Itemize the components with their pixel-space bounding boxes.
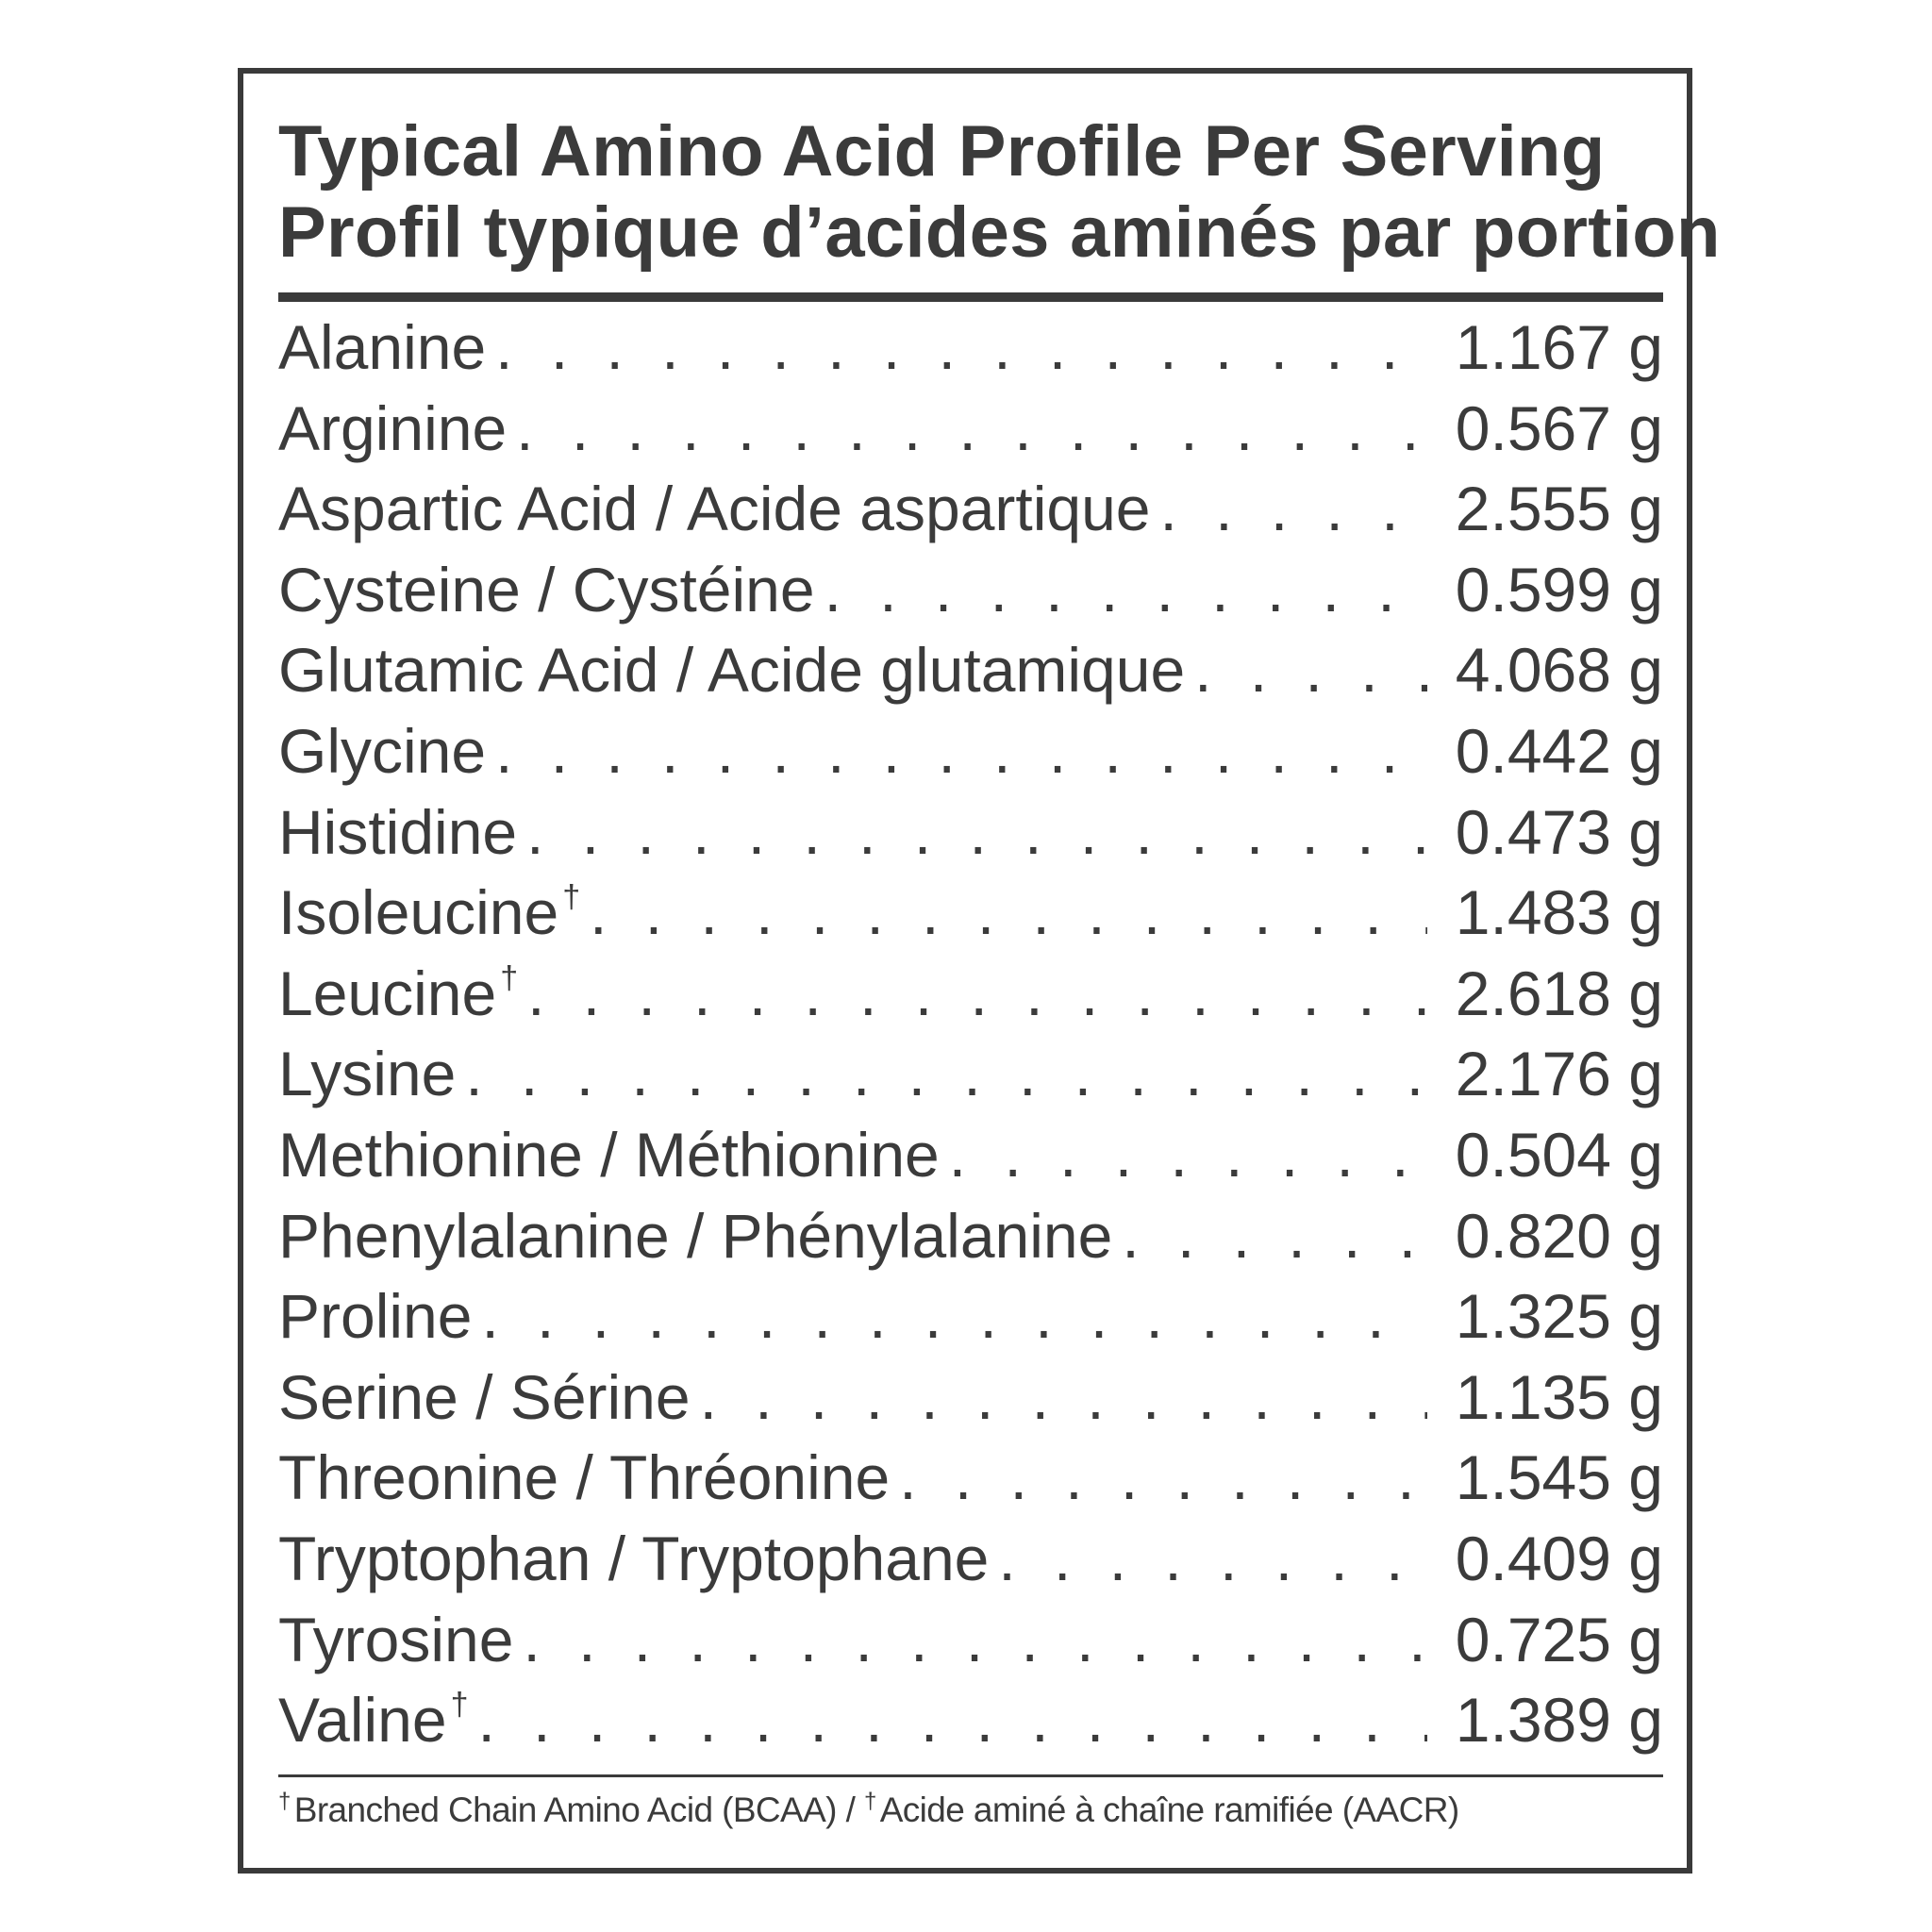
title-french: Profil typique d’acides aminés par portion [278,192,1721,273]
amino-acid-row [278,550,1663,631]
title-divider [278,292,1663,302]
amino-acid-name-text: Arginine [278,392,508,463]
amino-acid-name [278,1034,456,1115]
amino-acid-row [278,389,1663,470]
dot-leader [998,1519,1427,1600]
amino-acid-name-text: Lysine [278,1039,457,1109]
dot-leader [481,1276,1427,1357]
amino-acid-list [278,308,1663,1761]
footnote-text-fr: Acide aminé à chaîne ramifiée (AACR) [879,1790,1459,1829]
amino-acid-amount: 0.442 g [1455,715,1663,786]
amino-acid-amount: 1.135 g [1455,1361,1663,1432]
amino-acid-row [278,1438,1663,1519]
amino-acid-name [278,1196,1112,1277]
amino-acid-amount: 2.176 g [1455,1039,1663,1109]
amino-acid-name-text: Methionine / Méthionine [278,1119,940,1190]
amino-acid-name-text: Serine / Sérine [278,1361,691,1432]
amino-acid-name [278,1680,469,1761]
amino-acid-name [278,1115,940,1196]
bcaa-dagger-mark: † [562,879,581,916]
amino-acid-row [278,792,1663,874]
amino-acid-amount: 0.504 g [1455,1119,1663,1190]
amino-acid-name-text: Alanine [278,312,487,382]
amino-acid-row [278,1196,1663,1277]
amino-acid-amount: 1.167 g [1455,312,1663,382]
amino-acid-row [278,954,1663,1035]
footnote-dagger-fr: † [863,1788,876,1814]
amino-acid-amount: 0.409 g [1455,1523,1663,1593]
dot-leader [495,308,1427,389]
dot-leader [1122,1196,1427,1277]
amino-acid-name [278,711,486,792]
footnote-divider [278,1774,1663,1777]
footnote [278,1787,1663,1834]
amino-acid-row [278,1600,1663,1681]
amino-acid-row [278,711,1663,792]
amino-acid-name-text: Threonine / Thréonine [278,1442,891,1513]
dot-leader [516,389,1427,470]
amino-acid-amount: 2.555 g [1455,474,1663,544]
amino-acid-name-text: Cysteine / Cystéine [278,554,815,625]
amino-acid-amount: 1.483 g [1455,877,1663,948]
dot-leader [700,1357,1427,1439]
amino-acid-name [278,1519,989,1600]
amino-acid-name-text: Glycine [278,715,487,786]
amino-acid-name-text: Tyrosine [278,1604,514,1674]
dot-leader [465,1034,1427,1115]
amino-acid-row [278,1034,1663,1115]
amino-acid-name [278,1276,472,1357]
amino-acid-name-text: Aspartic Acid / Acide aspartique [278,474,1151,544]
dot-leader [526,792,1427,874]
amino-acid-amount: 0.725 g [1455,1604,1663,1674]
amino-acid-name-text: Tryptophan / Tryptophane [278,1523,990,1593]
amino-acid-name-text: Glutamic Acid / Acide glutamique [278,635,1186,706]
amino-acid-name [278,1438,890,1519]
dot-leader [949,1115,1427,1196]
dot-leader [590,873,1427,954]
amino-acid-row [278,1276,1663,1357]
amino-acid-amount: 1.545 g [1455,1442,1663,1513]
dot-leader [824,550,1427,631]
dot-leader [1160,469,1427,550]
amino-acid-amount: 0.567 g [1455,392,1663,463]
amino-acid-row [278,308,1663,389]
bcaa-dagger-mark: † [500,959,519,996]
amino-acid-name [278,954,518,1035]
amino-acid-name-text: Valine [278,1685,447,1756]
panel-content [278,111,1721,1834]
bcaa-dagger-mark: † [450,1687,469,1724]
amino-acid-name [278,308,486,389]
amino-acid-row [278,873,1663,954]
amino-acid-name-text: Proline [278,1281,473,1352]
amino-acid-row [278,1680,1663,1761]
amino-acid-row [278,469,1663,550]
title-english: Typical Amino Acid Profile Per Serving [278,111,1606,192]
amino-acid-amount: 4.068 g [1455,635,1663,706]
amino-acid-name [278,873,580,954]
dot-leader [527,954,1427,1035]
amino-acid-row [278,630,1663,711]
dot-leader [523,1600,1427,1681]
dot-leader [899,1438,1427,1519]
amino-acid-name [278,550,815,631]
dot-leader [478,1680,1428,1761]
amino-acid-name [278,469,1151,550]
amino-acid-name [278,389,507,470]
amino-acid-name-text: Phenylalanine / Phénylalanine [278,1200,1113,1271]
footnote-text-en: Branched Chain Amino Acid (BCAA) / [293,1790,864,1829]
amino-acid-profile-panel [238,68,1721,1874]
amino-acid-amount: 1.389 g [1455,1685,1663,1756]
amino-acid-amount: 0.820 g [1455,1200,1663,1271]
amino-acid-name-text: Leucine [278,958,497,1028]
amino-acid-row [278,1519,1663,1600]
amino-acid-name-text: Histidine [278,796,518,867]
amino-acid-amount: 0.599 g [1455,554,1663,625]
amino-acid-name [278,630,1185,711]
amino-acid-amount: 2.618 g [1455,958,1663,1028]
amino-acid-name [278,1600,513,1681]
amino-acid-amount: 0.473 g [1455,796,1663,867]
amino-acid-amount: 1.325 g [1455,1281,1663,1352]
amino-acid-name [278,1357,691,1439]
dot-leader [495,711,1427,792]
dot-leader [1194,630,1427,711]
amino-acid-name [278,792,517,874]
amino-acid-row [278,1357,1663,1439]
amino-acid-row [278,1115,1663,1196]
footnote-dagger-en: † [278,1788,291,1814]
amino-acid-name-text: Isoleucine [278,877,559,948]
